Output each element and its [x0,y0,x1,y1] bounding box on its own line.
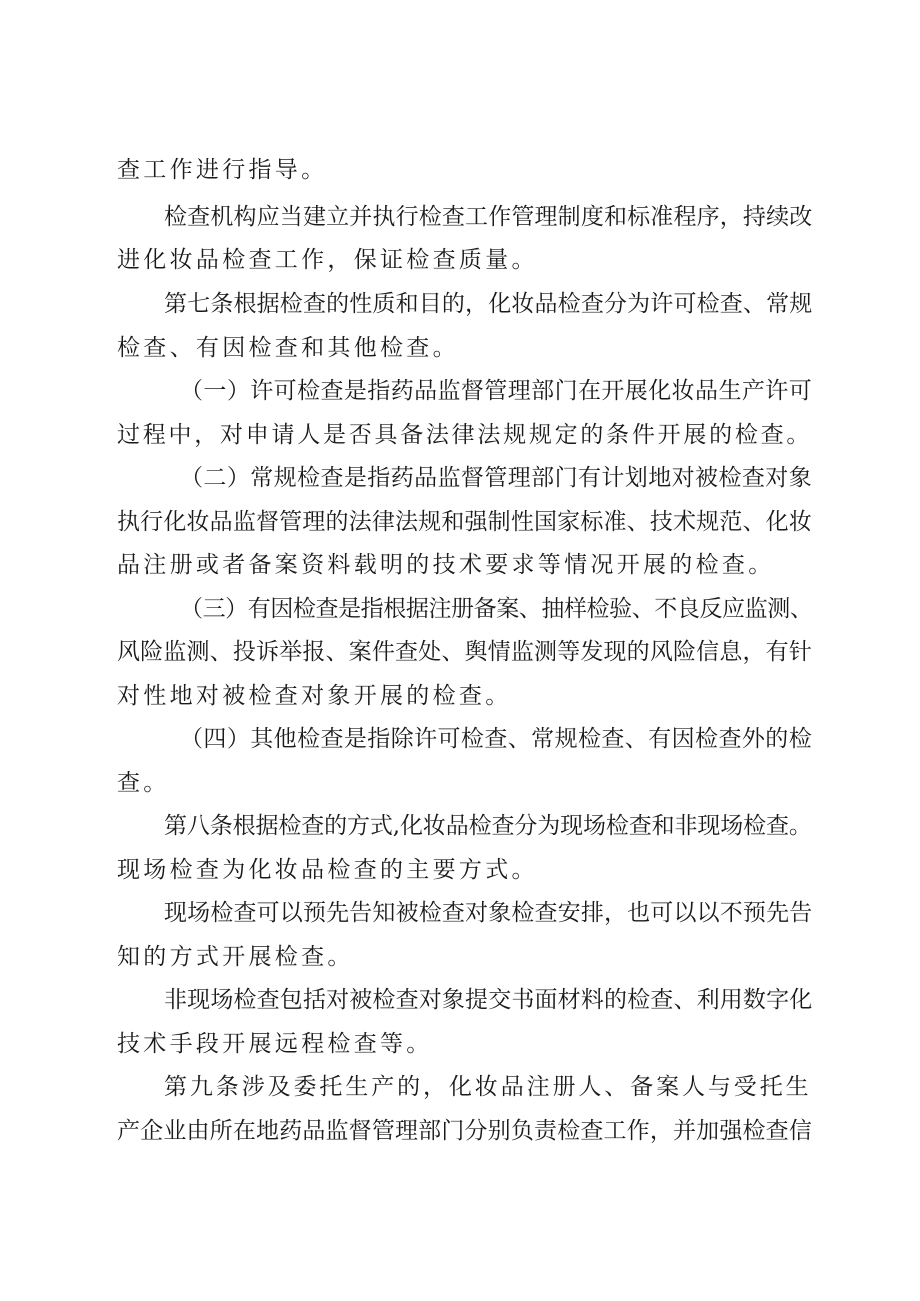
text-line: （三）有因检查是指根据注册备案、抽样检验、不良反应监测、 [180,596,813,622]
text-line: 查。 [117,770,170,796]
text-line: 第七条根据检查的性质和目的，化妆品检查分为许可检查、常规 [164,291,813,317]
text-line: 第九条涉及委托生产的，化妆品注册人、备案人与受托生 [164,1074,812,1100]
text-line: 非现场检查包括对被检查对象提交书面材料的检查、利用数字化 [164,987,813,1013]
text-line: （一）许可检查是指药品监督管理部门在开展化妆品生产许可 [180,378,813,404]
text-line: 执行化妆品监督管理的法律法规和强制性国家标准、技术规范、化妆 [117,509,812,535]
text-line: 第八条根据检查的方式,化妆品检查分为现场检查和非现场检查。 [164,813,812,839]
text-line: 技术手段开展远程检查等。 [117,1031,433,1057]
text-line: （二）常规检查是指药品监督管理部门有计划地对被检查对象 [180,465,813,491]
text-line: 对性地对被检查对象开展的检查。 [117,683,512,709]
text-line: 过程中，对申请人是否具备法律法规规定的条件开展的检查。 [117,422,813,448]
text-line: 风险监测、投诉举报、案件查处、舆情监测等发现的风险信息，有针 [117,639,812,665]
text-line: 产企业由所在地药品监督管理部门分别负责检查工作，并加强检查信 [117,1118,812,1144]
text-line: 现场检查可以预先告知被检查对象检查安排，也可以以不预先告 [164,900,813,926]
text-line: （四）其他检查是指除许可检查、常规检查、有因检查外的检 [180,726,813,752]
text-line: 品注册或者备案资料载明的技术要求等情况开展的检查。 [117,552,775,578]
text-line: 现场检查为化妆品检查的主要方式。 [117,857,538,883]
text-line: 检查、有因检查和其他检查。 [117,335,459,361]
text-line: 知的方式开展检查。 [117,944,354,970]
text-line: 查工作进行指导。 [117,157,328,183]
text-line: 检查机构应当建立并执行检查工作管理制度和标准程序，持续改 [164,204,813,230]
text-line: 进化妆品检查工作，保证检查质量。 [117,247,538,273]
